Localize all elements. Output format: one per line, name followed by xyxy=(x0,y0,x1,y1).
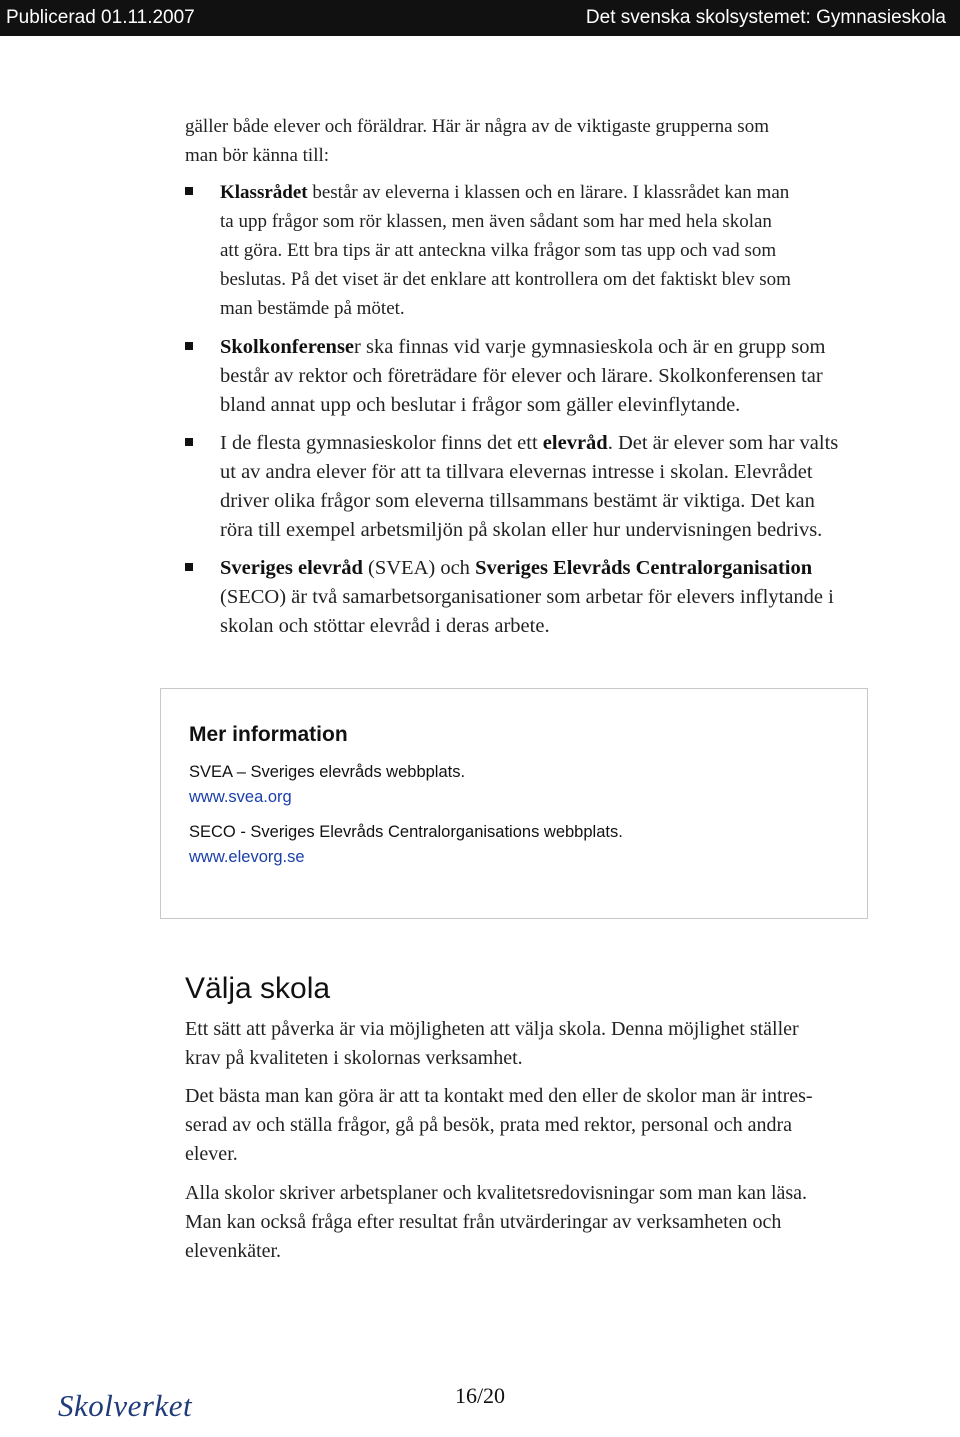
bullet-square-icon xyxy=(185,438,193,446)
intro-paragraph: gäller både elever och föräldrar. Här är några av de viktigaste grupperna som man bör känna till: xyxy=(185,116,769,166)
bullet-square-icon xyxy=(185,563,193,571)
section-paragraph: Ett sätt att påverka är via möjligheten att välja skola. Denna möjlighet ställer krav på kvaliteten i skolornas verksamhet. xyxy=(185,1018,799,1069)
bullet-square-icon xyxy=(185,187,193,195)
more-info-box xyxy=(160,688,868,919)
page-header xyxy=(0,0,960,36)
section-paragraph: Det bästa man kan göra är att ta kontakt med den eller de skolor man är intres- serad av och ställa frågor, gå på besök, prata med rektor, personal och andra elever. xyxy=(185,1085,813,1165)
info-box-title: Mer information xyxy=(189,723,348,746)
seco-link[interactable]: www.elevorg.se xyxy=(189,848,305,866)
svea-link[interactable]: www.svea.org xyxy=(189,788,292,806)
section-heading: Välja skola xyxy=(185,972,331,1005)
bullet-square-icon xyxy=(185,342,193,350)
publish-date: Publicerad 01.11.2007 xyxy=(6,7,195,28)
section-paragraph: Alla skolor skriver arbetsplaner och kvalitetsredovisningar som man kan läsa. Man kan också fråga efter resultat från utvärderingar av verksamheten och elevenkäter. xyxy=(185,1182,808,1262)
document-title: Det svenska skolsystemet: Gymnasieskola xyxy=(585,7,946,28)
page-number: 16/20 xyxy=(454,1383,506,1408)
skolverket-logo: Skolverket xyxy=(58,1388,193,1423)
svea-description: SVEA – Sveriges elevråds webbplats. xyxy=(189,763,466,781)
seco-description: SECO - Sveriges Elevråds Centralorganisations webbplats. xyxy=(189,823,623,841)
